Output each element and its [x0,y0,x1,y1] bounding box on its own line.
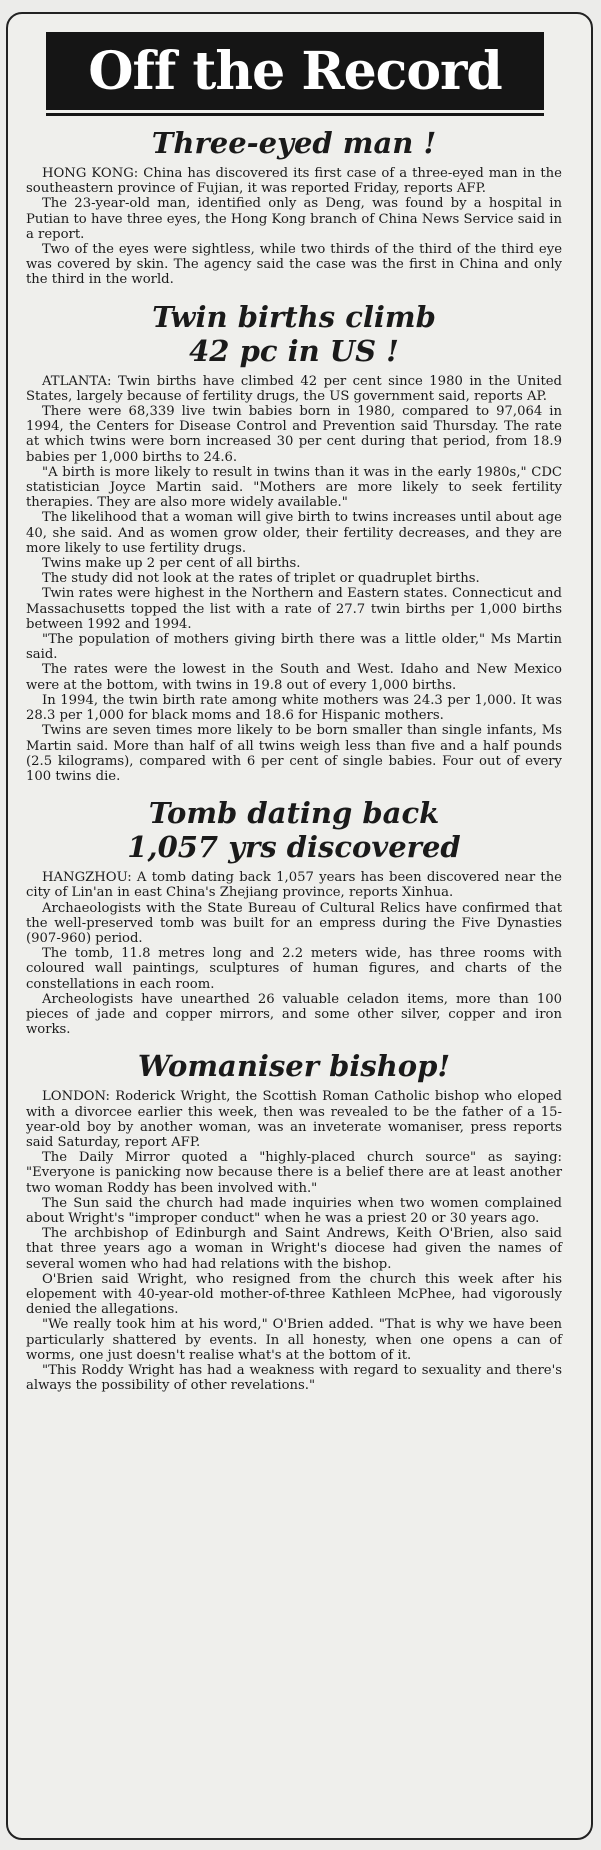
article-paragraph: The Sun said the church had made inquiries when two women complained about Wright's "improper conduct" when he was a priest 20 or 30 years ago. [26,1195,562,1226]
headline-line: Twin births climb [152,299,436,334]
article [26,300,562,784]
article [26,126,562,288]
article-paragraph: The study did not look at the rates of triplet or quadruplet births. [42,571,480,587]
article-paragraph: Twins make up 2 per cent of all births. [42,556,301,572]
article-paragraph: "We really took him at his word," O'Brien added. "That is why we have been particularly shattered by events. In all honesty, when one opens a can of worms, one just doesn't realise what's at the bottom of it. [26,1317,562,1363]
article-paragraph: LONDON: Roderick Wright, the Scottish Roman Catholic bishop who eloped with a divorcee earlier this week, then was revealed to be the father of a 15-year-old boy by another woman, was an inveterate womaniser, press reports said Saturday, report AFP. [26,1089,562,1150]
article-paragraph: The Daily Mirror quoted a "highly-placed church source" as saying: "Everyone is panicking now because there is a belief there are at least another two woman Roddy has been involved with." [26,1150,562,1196]
headline-line: 1,057 yrs discovered [127,830,461,865]
article-headline [26,1049,562,1083]
article-paragraph: Two of the eyes were sightless, while two thirds of the third of the third eye was covered by skin. The agency said the case was the first in China and only the third in the world. [26,242,562,288]
article-headline [26,126,562,160]
headline-line: Womaniser bishop! [137,1049,451,1084]
article-paragraph: "A birth is more likely to result in twins than it was in the early 1980s," CDC statistician Joyce Martin said. "Mothers are more likely to seek fertility therapies. They are also more widely available." [26,464,562,511]
article-paragraph: ATLANTA: Twin births have climbed 42 per cent since 1980 in the United States, largely because of fertility drugs, the US government said, reports AP. [26,373,562,404]
article-paragraph: "The population of mothers giving birth there was a little older," Ms Martin said. [26,632,562,663]
article-paragraph: "This Roddy Wright has had a weakness with regard to sexuality and there's always the possibility of other revelations." [26,1363,562,1394]
article-paragraph: Twin rates were highest in the Northern and Eastern states. Connecticut and Massachusetts topped the list with a rate of 27.7 twin births per 1,000 births between 1992 and 1994. [26,586,562,632]
headline-line: 42 pc in US ! [189,333,399,368]
article-paragraph: There were 68,339 live twin babies born in 1980, compared to 97,064 in 1994, the Centers for Disease Control and Prevention said Thursday. The rate at which twins were born increased 30 per cent during that period, from 18.9 babies per 1,000 births to 24.6. [26,404,562,465]
article-paragraph: HANGZHOU: A tomb dating back 1,057 years has been discovered near the city of Lin'an in east China's Zhejiang province, reports Xinhua. [26,870,562,901]
headline-line: Tomb dating back [148,796,440,831]
article-headline [26,300,562,368]
article-paragraph: The archbishop of Edinburgh and Saint Andrews, Keith O'Brien, also said that three years ago a woman in Wright's diocese had given the names of several women who had had relations with the bishop. [26,1226,562,1272]
article [26,796,562,1037]
article-paragraph: Archaeologists with the State Bureau of Cultural Relics have confirmed that the well-preserved tomb was built for an empress during the Five Dynasties (907-960) period. [26,900,562,946]
masthead-rule [46,113,544,116]
article-paragraph: O'Brien said Wright, who resigned from the church this week after his elopement with 40-year-old mother-of-three Kathleen McPhee, had vigorously denied the allegations. [26,1271,562,1318]
article-paragraph: The rates were the lowest in the South and West. Idaho and New Mexico were at the bottom, with twins in 19.8 out of every 1,000 births. [26,662,562,693]
headline-line: Three-eyed man ! [151,126,437,160]
masthead-title: Off the Record [46,32,544,110]
article-paragraph: Twins are seven times more likely to be born smaller than single infants, Ms Martin said. More than half of all twins weigh less than five and a half pounds (2.5 kilograms), compared with 6 per cent of single babies. Four out of every 100 twins die. [26,723,562,784]
article-paragraph: The 23-year-old man, identified only as Deng, was found by a hospital in Putian to have three eyes, the Hong Kong branch of China News Service said in a report. [26,196,562,242]
articles-column [26,126,562,1405]
article-paragraph: The tomb, 11.8 metres long and 2.2 meters wide, has three rooms with coloured wall paintings, sculptures of human figures, and charts of the constellations in each room. [26,946,562,992]
article-paragraph: The likelihood that a woman will give birth to twins increases until about age 40, she said. And as women grow older, their fertility decreases, and they are more likely to use fertility drugs. [26,510,562,556]
article-paragraph: HONG KONG: China has discovered its first case of a three-eyed man in the southeastern province of Fujian, it was reported Friday, reports AFP. [26,166,562,197]
article [26,1049,562,1393]
article-headline [26,796,562,864]
article-paragraph: In 1994, the twin birth rate among white mothers was 24.3 per 1,000. It was 28.3 per 1,000 for black moms and 18.6 for Hispanic mothers. [26,692,562,724]
article-paragraph: Archeologists have unearthed 26 valuable celadon items, more than 100 pieces of jade and copper mirrors, and some other silver, copper and iron works. [26,991,562,1038]
